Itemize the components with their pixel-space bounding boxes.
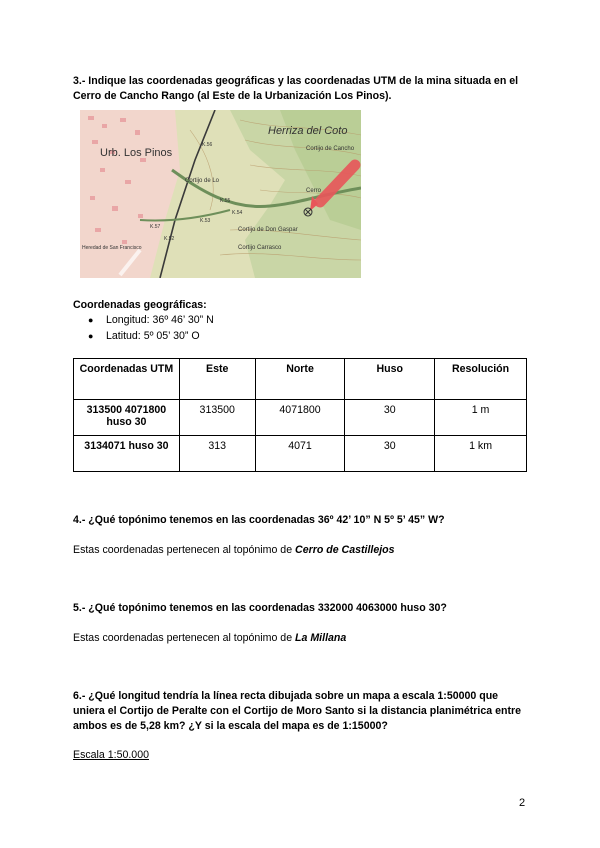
header-este: Este [179,359,255,400]
table-header-row [74,359,527,400]
question-4-answer [73,543,533,557]
bullet-icon: ● [88,315,94,325]
map-label-k55: K.55 [220,198,231,204]
answer-toponym: Cerro de Castillejos [295,544,395,556]
page-number: 2 [519,797,526,809]
header-resolucion: Resolución [435,359,527,400]
latitude-text: Latitud: 5º 05’ 30” O [106,330,200,342]
answer-prefix: Estas coordenadas pertenecen al topónimo de [73,632,293,644]
cell-resolucion: 1 m [435,400,527,436]
cell-este: 313 [179,436,255,472]
cell-utm: 313500 4071800 huso 30 [74,400,180,436]
list-item [88,328,214,344]
answer-toponym: La Millana [295,632,347,644]
header-huso: Huso [345,359,435,400]
map-label-heredad: Heredad de San Francisco [82,245,142,251]
map-label-k53: K.53 [200,218,211,224]
map-label-k57: K.57 [150,224,161,230]
map-label-cortijo-gaspar: Cortijo de Don Gaspar [238,227,298,233]
map-label-k54: K.54 [232,210,243,216]
longitude-text: Longitud: 36º 46’ 30” N [106,314,214,326]
scale-label: Escala 1:50.000 [73,749,149,761]
geo-heading: Coordenadas geográficas: [73,299,207,311]
table-row [74,400,527,436]
map-label-cortijo-cancho: Cortijo de Cancho [306,146,355,152]
map-label-herriza: Herriza del Coto [268,125,348,137]
answer-prefix: Estas coordenadas pertenecen al topónimo de [73,544,293,556]
map-label-cortijo-carrasco: Cortijo Carrasco [238,245,282,251]
cell-este: 313500 [179,400,255,436]
list-item [88,312,214,328]
cell-huso: 30 [345,400,435,436]
topographic-map [80,110,361,278]
utm-table [73,358,527,472]
question-5-answer [73,631,533,645]
question-6-title: 6.- ¿Qué longitud tendría la línea recta dibujada sobre un mapa a escala 1:50000 que uniera el Cortijo de Peralte con el Cortijo de Moro Santo si la distancia planimétrica entre ambos es de 5,28 km? ¿Y si la escala del mapa es de 1:15000? [73,690,521,732]
map-label-k56: K.56 [202,142,213,148]
map-label-k52: K.52 [164,236,175,242]
header-utm: Coordenadas UTM [74,359,180,400]
question-5-title: 5.- ¿Qué topónimo tenemos en las coordenadas 332000 4063000 huso 30? [73,602,447,614]
header-norte: Norte [255,359,345,400]
cell-huso: 30 [345,436,435,472]
topographic-map-drawing [80,110,361,278]
table-row [74,436,527,472]
geo-coordinates-list [88,312,214,344]
cell-norte: 4071800 [255,400,345,436]
question-4-title: 4.- ¿Qué topónimo tenemos en las coordenadas 36º 42’ 10” N 5º 5’ 45” W? [73,514,445,526]
map-label-cerro: Cerro [306,188,322,194]
map-label-urb: Urb. Los Pinos [100,147,173,159]
cell-norte: 4071 [255,436,345,472]
map-label-cortijo-lo: Cortijo de Lo [185,178,220,184]
cell-utm: 3134071 huso 30 [74,436,180,472]
cell-resolucion: 1 km [435,436,527,472]
bullet-icon: ● [88,331,94,341]
question-3-title: 3.- Indique las coordenadas geográficas y las coordenadas UTM de la mina situada en el Cerro de Cancho Rango (al Este de la Urbanización Los Pinos). [73,75,519,102]
